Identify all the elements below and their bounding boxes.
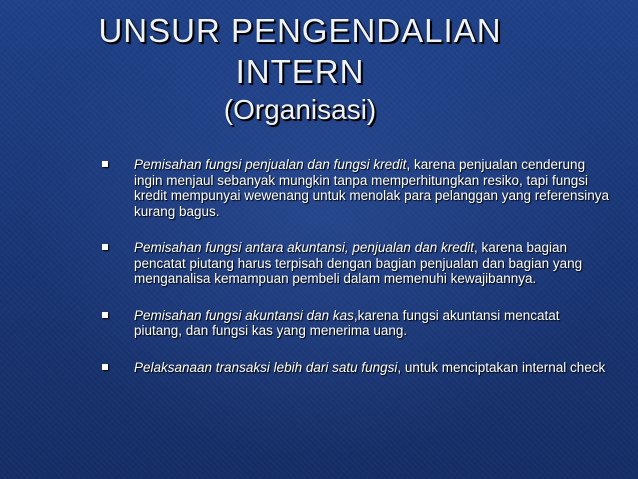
bullet-italic-text: Pelaksanaan transaksi lebih dari satu fungsi [134,359,398,375]
slide-title [40,10,560,128]
square-bullet-icon [102,364,108,370]
bullet-italic-text: Pemisahan fungsi akuntansi dan kas [134,307,354,323]
title-line-1: UNSUR PENGENDALIAN [98,12,502,49]
bullet-text: , untuk menciptakan internal check [397,359,606,375]
bullet-list [90,157,610,396]
bullet-item [90,360,610,376]
bullet-italic-text: Pemisahan fungsi antara akuntansi, penjualan dan kredit [134,240,474,255]
title-line-2: INTERN [235,53,365,90]
square-bullet-icon [102,312,108,318]
bullet-italic-text: Pemisahan fungsi penjualan dan fungsi kredit [134,157,407,172]
square-bullet-icon [102,161,108,167]
bullet-text: , karena bagian pencatat piutang harus terpisah dengan bagian penjualan dan bagian yang menganalisa kemampuan pembeli dalam memenuhi kewajibannya. [134,240,583,286]
bullet-item [90,240,610,287]
title-subtitle: (Organisasi) [223,94,377,125]
bullet-item [90,308,610,339]
bullet-text: ,karena fungsi akuntansi mencatat piutang, dan fungsi kas yang menerima uang. [134,307,560,338]
bullet-item [90,157,610,219]
bullet-text: , karena penjualan cenderung ingin menjaul sebanyak mungkin tanpa memperhitungkan resiko, tapi fungsi kredit mempunyai wewenang untuk menolak para pelanggan yang referensinya kurang bagus. [134,157,610,219]
square-bullet-icon [102,244,108,250]
